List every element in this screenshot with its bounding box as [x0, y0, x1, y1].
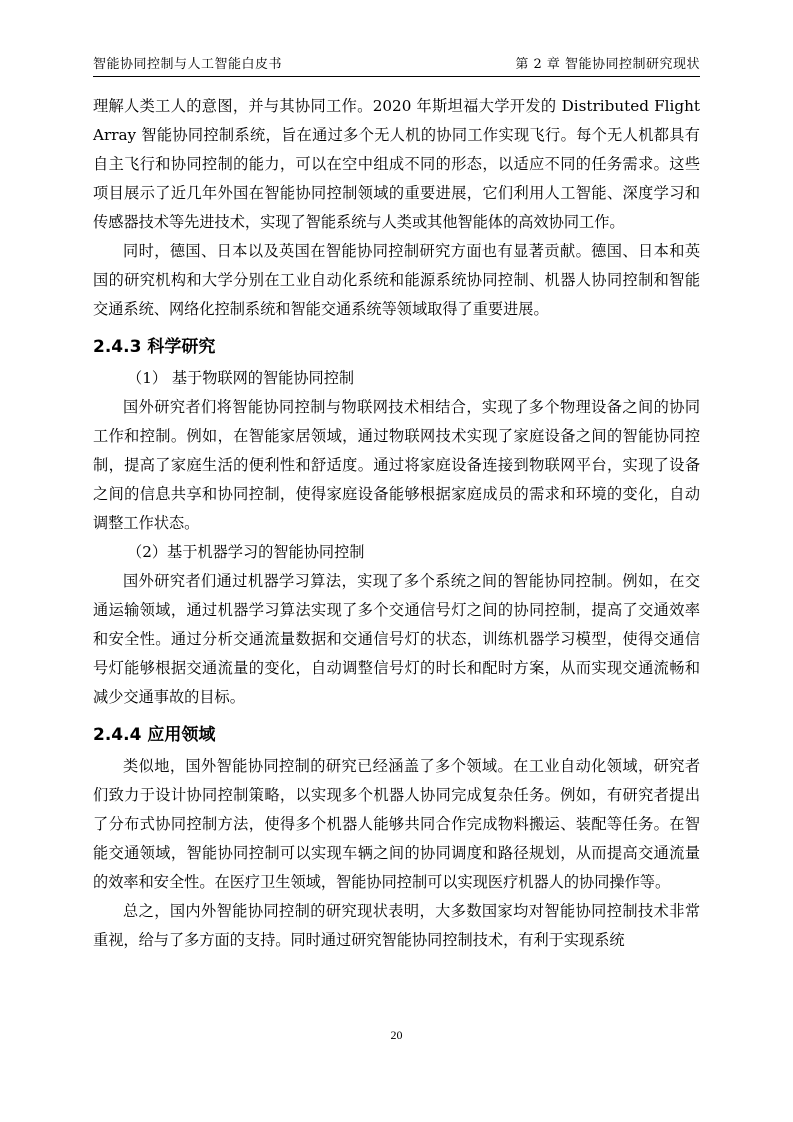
header-book-title: 智能协同控制与人工智能白皮书 — [93, 57, 283, 72]
paragraph: 类似地，国外智能协同控制的研究已经涵盖了多个领域。在工业自动化领域，研究者们致力于设计协同控制策略，以实现多个机器人协同完成复杂任务。例如，有研究者提出了分布式协同控制方法，使得多个机器人能够共同合作完成物料搬运、装配等任务。在智能交通领域，智能协同控制可以实现车辆之间的协同调度和路径规划，从而提高交通流量的效率和安全性。在医疗卫生领域，智能协同控制可以实现医疗机器人的协同操作等。 — [93, 757, 700, 891]
paragraph: 总之，国内外智能协同控制的研究现状表明，大多数国家均对智能协同控制技术非常重视，给与了多方面的支持。同时通过研究智能协同控制技术，有利于实现系统 — [93, 902, 700, 949]
paragraph: 同时，德国、日本以及英国在智能协同控制研究方面也有显著贡献。德国、日本和英国的研究机构和大学分别在工业自动化系统和能源系统协同控制、机器人协同控制和智能交通系统、网络化控制系统和智能交通系统等领域取得了重要进展。 — [93, 242, 700, 318]
running-header — [93, 56, 700, 77]
section-heading: 2.4.3 科学研究 — [93, 337, 216, 357]
subsection-heading: （2）基于机器学习的智能协同控制 — [127, 543, 365, 561]
subsection-heading: （1） 基于物联网的智能协同控制 — [127, 369, 355, 387]
paragraph: 理解人类工人的意图，并与其协同工作。2020 年斯坦福大学开发的 Distributed Flight Array 智能协同控制系统，旨在通过多个无人机的协同工作实现飞行。每个无人机都具有自主飞行和协同控制的能力，可以在空中组成不同的形态，以适应不同的任务需求。这些项目展示了近几年外国在智能协同控制领域的重要进展，它们利用人工智能、深度学习和传感器技术等先进技术，实现了智能系统与人类或其他智能体的高效协同工作。 — [93, 97, 700, 231]
paragraph: 国外研究者们将智能协同控制与物联网技术相结合，实现了多个物理设备之间的协同工作和控制。例如，在智能家居领域，通过物联网技术实现了家庭设备之间的智能协同控制，提高了家庭生活的便利性和舒适度。通过将家庭设备连接到物联网平台，实现了设备之间的信息共享和协同控制，使得家庭设备能够根据家庭成员的需求和环境的变化，自动调整工作状态。 — [93, 398, 700, 532]
page-number: 20 — [390, 1028, 403, 1042]
section-heading: 2.4.4 应用领域 — [93, 725, 216, 745]
header-chapter-title: 第 2 章 智能协同控制研究现状 — [515, 57, 700, 72]
paragraph: 国外研究者们通过机器学习算法，实现了多个系统之间的智能协同控制。例如，在交通运输领域，通过机器学习算法实现了多个交通信号灯之间的协同控制，提高了交通效率和安全性。通过分析交通流量数据和交通信号灯的状态，训练机器学习模型，使得交通信号灯能够根据交通流量的变化，自动调整信号灯的时长和配时方案，从而实现交通流畅和减少交通事故的目标。 — [93, 572, 700, 706]
page-body — [93, 92, 700, 955]
